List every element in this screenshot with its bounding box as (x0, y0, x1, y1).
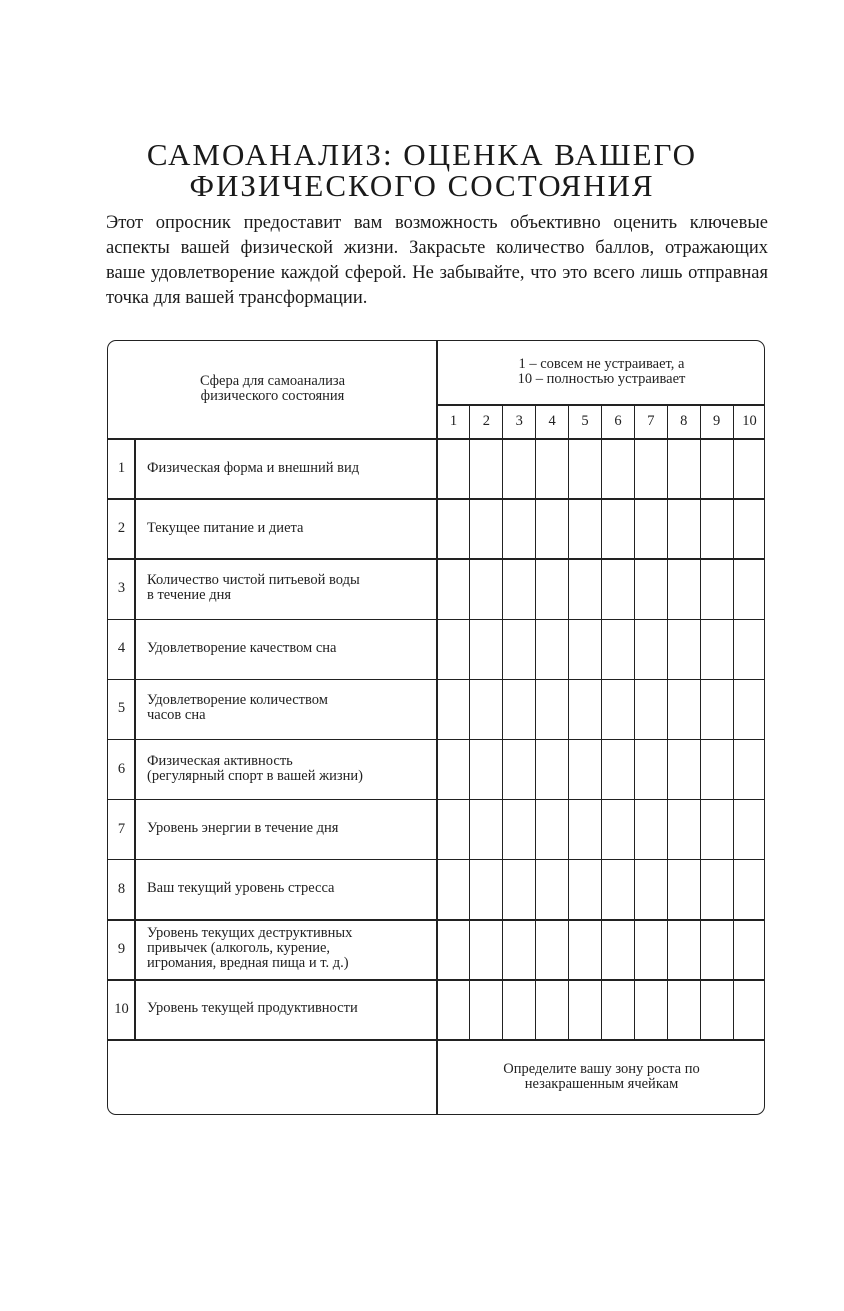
rating-cell[interactable] (667, 980, 700, 1040)
row-label: Физическая активность (147, 752, 293, 769)
rating-cell[interactable] (700, 860, 733, 920)
rating-cell[interactable] (536, 499, 569, 559)
row-label: Уровень текущих деструктивных (147, 925, 353, 942)
scale-number: 2 (482, 413, 490, 429)
rating-cell[interactable] (503, 439, 536, 499)
row-label: часов сна (147, 707, 206, 724)
rating-cell[interactable] (602, 679, 635, 739)
rating-cell[interactable] (733, 499, 765, 559)
rating-cell[interactable] (536, 740, 569, 800)
rating-cell[interactable] (536, 980, 569, 1040)
rating-cell[interactable] (470, 559, 503, 619)
page-title (0, 136, 844, 203)
rating-cell[interactable] (569, 920, 602, 980)
rating-cell[interactable] (569, 740, 602, 800)
rating-cell[interactable] (733, 980, 765, 1040)
row-label: Удовлетворение количеством (147, 692, 328, 709)
rating-cell[interactable] (602, 499, 635, 559)
row-number: 5 (117, 700, 126, 717)
rating-cell[interactable] (602, 800, 635, 860)
divider-vertical-main (436, 341, 438, 1115)
header-sphere-label: Сфера для самоанализа (199, 373, 346, 389)
scale-number: 6 (614, 413, 622, 429)
self-assessment-table (107, 340, 765, 1115)
rating-cell[interactable] (470, 860, 503, 920)
row-number: 9 (117, 940, 126, 957)
row-label: (регулярный спорт в вашей жизни) (147, 767, 363, 784)
rating-cell[interactable] (733, 619, 765, 679)
divider-row (108, 979, 765, 981)
rating-cell[interactable] (700, 499, 733, 559)
rating-cell[interactable] (536, 559, 569, 619)
rating-cell[interactable] (503, 559, 536, 619)
divider-row (108, 799, 765, 801)
rating-cell[interactable] (667, 740, 700, 800)
rating-cell[interactable] (634, 980, 667, 1040)
rating-cell[interactable] (503, 740, 536, 800)
rating-cell[interactable] (470, 980, 503, 1040)
rating-cell[interactable] (437, 439, 470, 499)
rating-cell[interactable] (634, 920, 667, 980)
rating-cell[interactable] (503, 860, 536, 920)
rating-cell[interactable] (602, 619, 635, 679)
header-scale-caption: 1 – совсем не устраивает, а (518, 356, 685, 372)
rating-cell[interactable] (470, 800, 503, 860)
rating-cell[interactable] (700, 619, 733, 679)
row-number: 6 (117, 760, 126, 777)
rating-cell[interactable] (569, 860, 602, 920)
rating-cell[interactable] (569, 499, 602, 559)
rating-cell[interactable] (470, 679, 503, 739)
divider-row (108, 1039, 765, 1041)
rating-cell[interactable] (503, 980, 536, 1040)
rating-cell[interactable] (503, 800, 536, 860)
rating-cell[interactable] (536, 800, 569, 860)
footer-note: Определите вашу зону роста по (503, 1061, 700, 1077)
rating-cell[interactable] (437, 619, 470, 679)
intro-paragraph: Этот опросник предоставит вам возможность объективно оценить ключевые аспекты вашей физической жизни. Закрасьте количество баллов, отражающих ваше удовлетворение каждой сферой. Не забывайте, что это всего лишь отправная точка для вашей трансформации. (106, 213, 768, 308)
rating-cell[interactable] (634, 559, 667, 619)
divider-header-bottom (108, 438, 765, 440)
rating-cell[interactable] (733, 920, 765, 980)
rating-cell[interactable] (700, 920, 733, 980)
rating-cell[interactable] (700, 980, 733, 1040)
row-number: 10 (114, 1000, 129, 1017)
rating-cell[interactable] (667, 679, 700, 739)
rating-cell[interactable] (536, 920, 569, 980)
rating-cell[interactable] (470, 499, 503, 559)
scale-number: 5 (581, 413, 589, 429)
rating-cell[interactable] (602, 740, 635, 800)
scale-number: 4 (548, 413, 556, 429)
rating-cell[interactable] (470, 439, 503, 499)
rating-cell[interactable] (437, 559, 470, 619)
rating-cell[interactable] (569, 980, 602, 1040)
rating-cell[interactable] (667, 920, 700, 980)
page-title-line-1: САМОАНАЛИЗ: ОЦЕНКА ВАШЕГО (146, 136, 698, 172)
rating-cell[interactable] (602, 860, 635, 920)
row-label: в течение дня (147, 587, 231, 604)
row-label: Уровень энергии в течение дня (147, 820, 339, 837)
rating-cell[interactable] (470, 619, 503, 679)
rating-cell[interactable] (634, 679, 667, 739)
rating-cell[interactable] (437, 800, 470, 860)
row-number: 1 (117, 460, 126, 477)
rating-cell[interactable] (667, 860, 700, 920)
rating-cell[interactable] (634, 860, 667, 920)
divider-row (108, 739, 765, 741)
rating-cell[interactable] (602, 980, 635, 1040)
rating-cell[interactable] (733, 800, 765, 860)
row-number: 3 (117, 580, 126, 597)
rating-cell[interactable] (503, 499, 536, 559)
rating-cell[interactable] (470, 920, 503, 980)
rating-cell[interactable] (634, 499, 667, 559)
rating-cell[interactable] (437, 679, 470, 739)
scale-number: 8 (680, 413, 688, 429)
rating-cell[interactable] (437, 860, 470, 920)
scale-number: 10 (742, 413, 757, 429)
page-title-line-2: ФИЗИЧЕСКОГО СОСТОЯНИЯ (189, 167, 655, 203)
row-label: Количество чистой питьевой воды (147, 572, 360, 589)
rating-cell[interactable] (536, 619, 569, 679)
rating-cell[interactable] (667, 499, 700, 559)
rating-cell[interactable] (733, 860, 765, 920)
divider-row (108, 859, 765, 861)
row-number: 8 (117, 880, 126, 897)
rating-cell[interactable] (667, 619, 700, 679)
divider-row (108, 498, 765, 500)
rating-cell[interactable] (569, 439, 602, 499)
footer-note: незакрашенным ячейкам (524, 1076, 679, 1092)
rating-cell[interactable] (700, 800, 733, 860)
rating-cell[interactable] (602, 559, 635, 619)
rating-cell[interactable] (503, 920, 536, 980)
header-scale-caption: 10 – полностью устраивает (517, 371, 686, 387)
row-number: 4 (117, 640, 126, 657)
scale-number: 1 (449, 413, 458, 429)
rating-cell[interactable] (569, 800, 602, 860)
rating-cell[interactable] (667, 439, 700, 499)
rating-cell[interactable] (700, 439, 733, 499)
scale-number: 7 (647, 413, 655, 429)
divider-row (108, 679, 765, 681)
rating-cell[interactable] (437, 499, 470, 559)
rating-cell[interactable] (634, 619, 667, 679)
row-label: Текущее питание и диета (147, 519, 304, 536)
divider-row (108, 619, 765, 621)
row-label: Физическая форма и внешний вид (147, 459, 360, 476)
row-label: Ваш текущий уровень стресса (147, 880, 335, 897)
rating-cell[interactable] (700, 679, 733, 739)
rating-cell[interactable] (569, 619, 602, 679)
row-number: 2 (117, 520, 126, 537)
rating-cell[interactable] (667, 559, 700, 619)
row-label: Удовлетворение качеством сна (147, 639, 337, 656)
rating-cell[interactable] (700, 740, 733, 800)
row-number: 7 (117, 820, 126, 837)
rating-cell[interactable] (470, 740, 503, 800)
rating-cell[interactable] (634, 439, 667, 499)
rating-cell[interactable] (536, 860, 569, 920)
rating-cell[interactable] (569, 559, 602, 619)
rating-cell[interactable] (503, 619, 536, 679)
divider-row (108, 558, 765, 560)
rating-cell[interactable] (733, 740, 765, 800)
rating-cell[interactable] (602, 920, 635, 980)
rating-cell[interactable] (536, 439, 569, 499)
rating-cell[interactable] (437, 980, 470, 1040)
rating-cell[interactable] (437, 920, 470, 980)
rating-cell[interactable] (503, 679, 536, 739)
rating-cell[interactable] (437, 740, 470, 800)
rating-cell[interactable] (733, 679, 765, 739)
scale-number: 9 (713, 413, 721, 429)
row-label: игромания, вредная пища и т. д.) (147, 955, 349, 972)
rating-cell[interactable] (667, 800, 700, 860)
rating-cell[interactable] (634, 800, 667, 860)
row-label: привычек (алкоголь, курение, (147, 940, 331, 957)
divider-row (108, 919, 765, 921)
rating-cell[interactable] (700, 559, 733, 619)
rating-cell[interactable] (602, 439, 635, 499)
rating-cell[interactable] (733, 439, 765, 499)
rating-cell[interactable] (733, 559, 765, 619)
header-sphere-label: физического состояния (200, 388, 345, 404)
rating-cell[interactable] (536, 679, 569, 739)
scale-number: 3 (515, 413, 523, 429)
rating-cell[interactable] (569, 679, 602, 739)
rating-cell[interactable] (634, 740, 667, 800)
row-label: Уровень текущей продуктивности (147, 1000, 358, 1017)
